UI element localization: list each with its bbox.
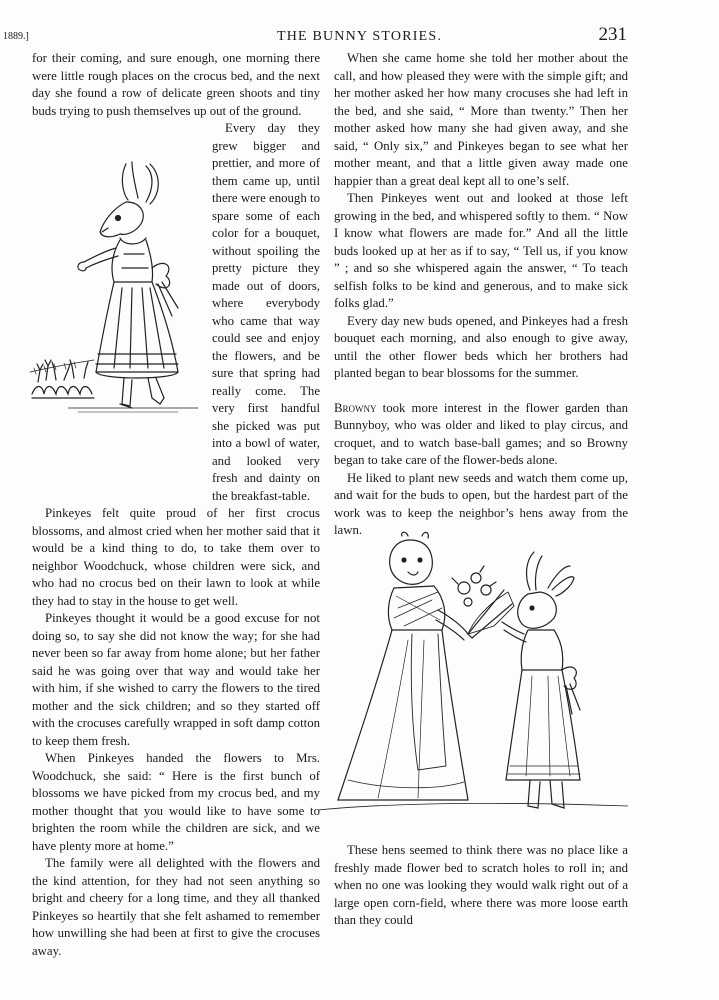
header-title: THE BUNNY STORIES. [276, 29, 443, 44]
paragraph: Then Pinkeyes went out and looked at those left growing in the bed, and whispered softly to them. “ Now I know what flowers are made for.” And all the little buds looked up at her as if to say, “ Tell us, if you know ” ; and so she whispered again the answer, “ To teach selfish folks to be kind and generous, and to make sick folks glad.” [334, 191, 628, 310]
page-number: 231 [598, 24, 627, 45]
paragraph: Pinkeyes thought it would be a good excuse for not doing so, to say she did not know the way; for she had never been so far away from home alone; but her father said he was going over that way and would take her with him, if she wished to carry the flowers to the tired mother and the sick children; and so they started off with the crocuses carefully wrapped in soft damp cotton to keep them fresh. [32, 611, 320, 748]
paragraph-browny [334, 400, 628, 470]
running-header [0, 26, 719, 46]
paragraph-text: took more interest in the flower garden than Bunnyboy, who was older and liked to play circus, and croquet, and to watch base-ball games; and so Browny began to take care of the flower-beds alone. [334, 400, 628, 467]
paragraph: These hens seemed to think there was no place like a freshly made flower bed to scratch holes to roll in; and when no one was looking they would walk right out of a large open corn-field, where there was more loose earth than they could [334, 843, 628, 927]
small-caps-initial: Browny [334, 400, 377, 415]
paragraph: When Pinkeyes handed the flowers to Mrs. Woodchuck, she said: “ Here is the first bunch of blossoms we have picked from my crocus bed, and my mother thought that you would like to have some to brighten the room while the children are sick, and we have plenty more at home.” [32, 751, 320, 853]
paragraph: The family were all delighted with the flowers and the kind attention, for they had not seen anything so bright and cheery for a long time, and they all thanked Pinkeyes so heartily that she felt ashamed to remember how unwilling she had been at first to give the crocuses away. [32, 856, 320, 958]
header-year: 1889.] [3, 31, 29, 42]
paragraph: Every day new buds opened, and Pinkeyes had a fresh bouquet each morning, and also enough to give away, until the other flower beds which her brothers had planted began to bear blossoms for the summer. [334, 313, 628, 380]
right-column-bottom [334, 842, 628, 930]
paragraph: Pinkeyes felt quite proud of her first crocus blossoms, and almost cried when her mother said that it would be a kind thing to do, to take them over to neighbor Woodchuck, whose children were sick, and who had no crocus bed on their lawn to look at while they had to stay in the house to get well. [32, 506, 320, 608]
paragraph: When she came home she told her mother about the call, and how pleased they were with the simple gift; and her mother asked her how many crocuses she had left in the bed, and she said, “ More than twenty.” Then her mother asked how many she had given away, and she said, “ Only six,” and Pinkeyes began to see what her mother meant, and that a little given away made one happier than a great deal kept all to one’s self. [334, 51, 628, 188]
bunny-girl-illustration [28, 158, 216, 420]
paragraph: for their coming, and sure enough, one morning there were little rough places on the crocus bed, and the next day she found a row of delicate green shoots and tiny buds trying to push themselves up out of the ground. [32, 51, 320, 118]
paragraph: He liked to plant new seeds and watch them come up, and wait for the buds to open, but the hardest part of the work was to keep the neighbor’s hens away from the lawn. [334, 470, 628, 537]
paragraph: Every day they grew bigger and prettier, and more of them came up, until there were enough to spare some of each color for a bouquet, without spoiling the pretty picture they made out of doors, where everybody who came that way could see and enjoy the flowers, and be sure that spring had really come. The very first handful she picked was put into a bowl of water, and looked very fresh and dainty on the breakfast-table. [212, 121, 320, 503]
bear-and-bunny-illustration [318, 530, 628, 830]
right-column [334, 50, 628, 540]
